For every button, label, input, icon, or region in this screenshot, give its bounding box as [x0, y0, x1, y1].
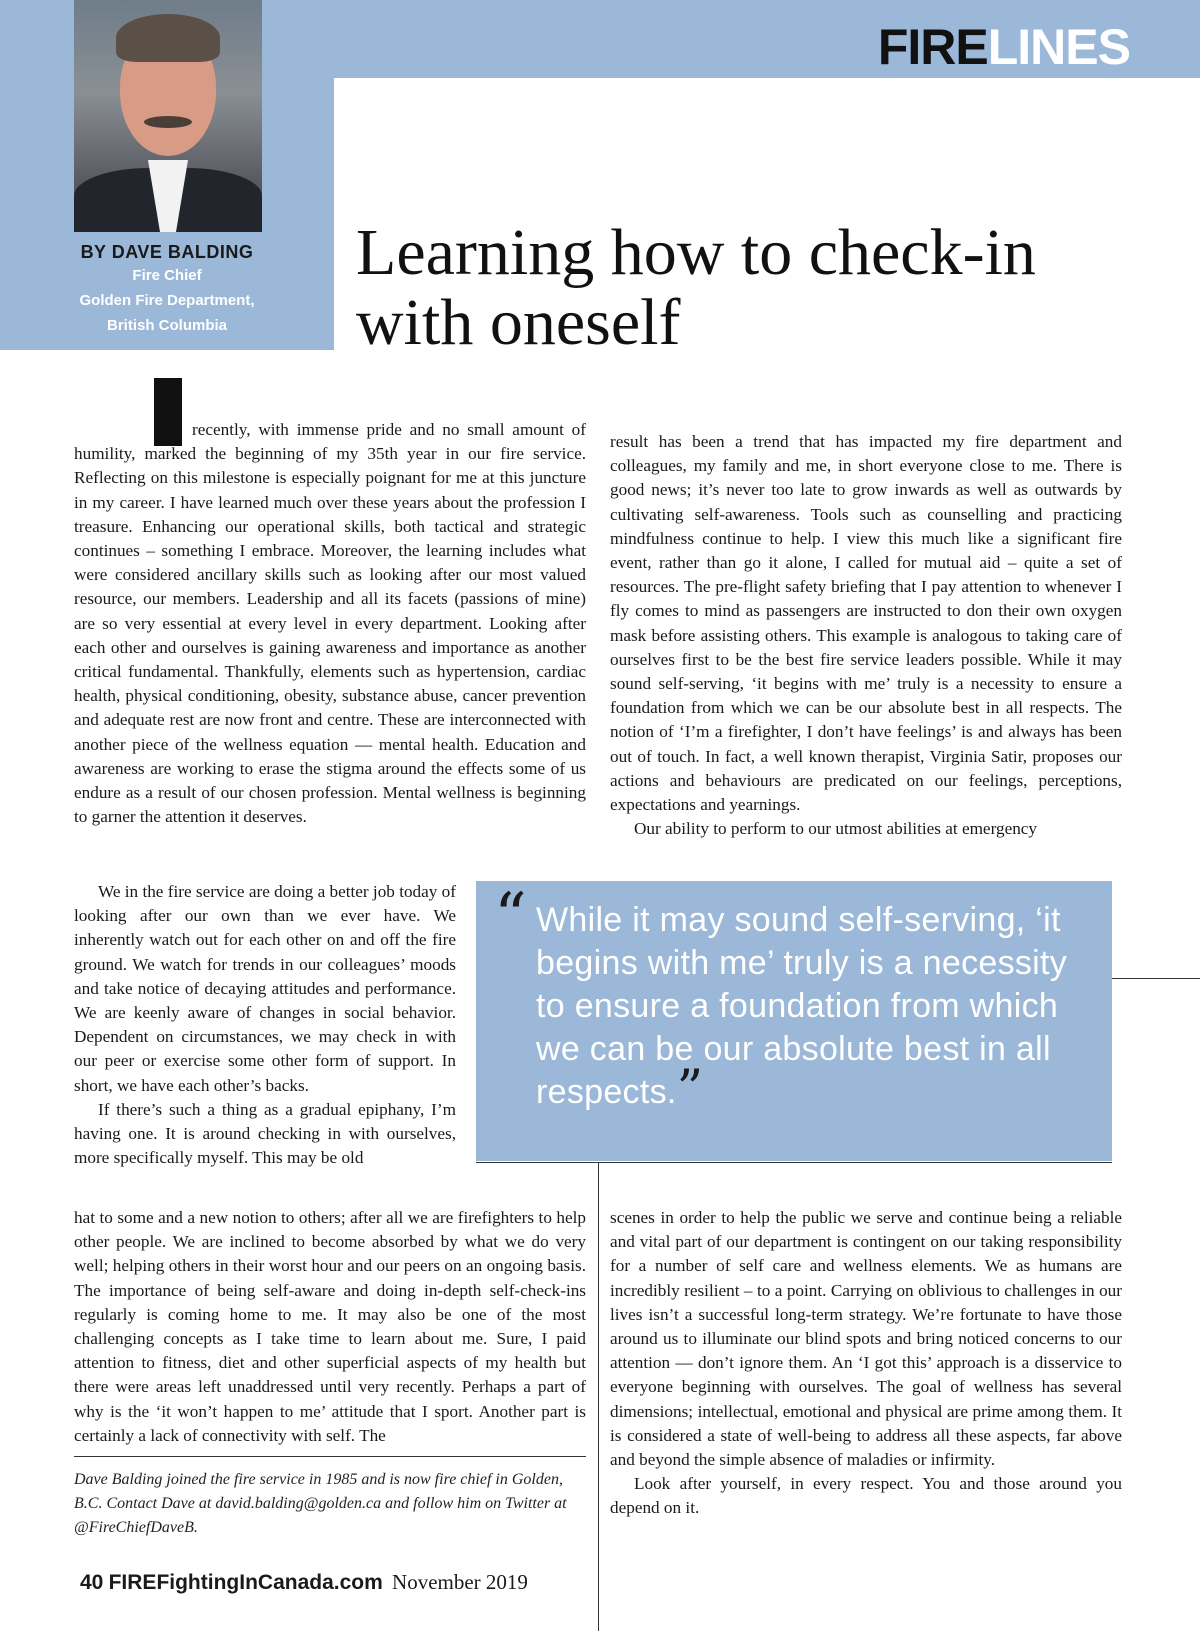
- dropcap: I: [154, 378, 182, 446]
- byline-province: British Columbia: [106, 317, 227, 334]
- close-quote-mark: ”: [676, 1060, 704, 1120]
- photo-moustache: [144, 116, 192, 128]
- column-2-bottom: [610, 1206, 1122, 1521]
- byline-name: BY DAVE BALDING: [80, 242, 254, 262]
- masthead-fire: FIRE: [877, 19, 988, 75]
- body-paragraph: hat to some and a new notion to others; after all we are firefighters to help other people. We are inclined to become absorbed by what we do very well; helping others in their worst hour and our peers on an ongoing basis. The importance of being self-aware and doing in-depth self-check-ins regularly is coming home to me. It may also be one of the most challenging concepts as I take time to learn about me. Sure, I paid attention to fitness, diet and other superficial aspects of my health but there were areas left unaddressed until very recently. Perhaps a part of why is the ‘it won’t happen to me’ attitude that I sport. Another part is certainly a lack of connectivity with self. The: [74, 1208, 586, 1445]
- section-masthead: [877, 19, 1130, 75]
- body-paragraph: If there’s such a thing as a gradual epiphany, I’m having one. It is around checking in with ourselves, more specifically myself. This may be old: [74, 1099, 456, 1168]
- photo-hair: [116, 14, 220, 62]
- pull-quote-rule: [1112, 978, 1200, 979]
- author-byline: [0, 242, 334, 338]
- column-divider: [598, 1162, 599, 1631]
- body-paragraph: recently, with immense pride and no small amount of humility, marked the beginning of my 35th year in our fire service. Reflecting on this milestone is especially poignant for me at this juncture in my career. I have learned much over these years about the profession I treasure. Enhancing our operational skills, both tactical and strategic continues – something I embrace. Moreover, the learning includes what were considered ancillary skills such as looking after our most valued resource, our members. Leadership and all its facets (passions of mine) are so very essential at every level in every department. Looking after each other and ourselves is gaining awareness and importance as another critical fundamental. Thankfully, elements such as hypertension, cardiac health, physical conditioning, obesity, substance abuse, cancer prevention and adequate rest are now front and centre. These are interconnected with another piece of the wellness equation — mental health. Education and awareness are working to erase the stigma around the effects some of us endure as a result of our chosen profession. Mental wellness is beginning to garner the attention it deserves.: [74, 420, 586, 827]
- footer-site: FIREFightingInCanada.com: [108, 1571, 383, 1594]
- column-1-top: [74, 418, 586, 829]
- body-paragraph: result has been a trend that has impacted my fire department and colleagues, my family and me, in short everyone close to me. There is good news; it’s never too late to grow inwards as well as outwards by cultivating self-awareness. Tools such as counselling and practicing mindfulness continue to help. I view this much like a significant fire event, rather than go it alone, I called for mutual aid – quite a set of resources. The pre-flight safety briefing that I pay attention to whenever I fly comes to mind as passengers are instructed to don their own oxygen mask before assisting others. This example is analogous to taking care of ourselves first to be the best fire service leaders possible. While it may sound self-serving, ‘it begins with me’ truly is a necessity to ensure a foundation from which we can be our absolute best in all respects. The notion of ‘I’m a firefighter, I don’t have feelings’ is and always has been out of touch. In fact, a well known therapist, Virginia Satir, proposes our actions and behaviours are predicated on our feelings, perceptions, expectations and yearnings.: [610, 432, 1122, 815]
- pull-quote: [476, 881, 1112, 1161]
- page-number: 40: [80, 1571, 104, 1594]
- body-paragraph: scenes in order to help the public we serve and continue being a reliable and vital part of our department is contingent on our taking responsibility for a number of self care and wellness elements. We as humans are incredibly resilient – to a point. Carrying on oblivious to challenges in our lives isn’t a successful long-term strategy. We’re fortunate to have those around us to illuminate our blind spots and bring noticed concerns to our attention — don’t ignore them. An ‘I got this’ approach is a disservice to everyone beginning with ourselves. The goal of wellness has several dimensions; intellectual, emotional and physical are prime among them. It is considered a state of well-being to address all these aspects, far above and beyond the simple absence of maladies or infirmity.: [610, 1208, 1122, 1470]
- pull-quote-body: While it may sound self-serving, ‘it begins with me’ truly is a necessity to ensure a foundation from which we can be our absolute best in all respects.: [536, 901, 1068, 1111]
- byline-title: Fire Chief: [132, 267, 202, 284]
- pull-quote-bottom-rule: [476, 1162, 1112, 1163]
- pull-quote-text: [536, 899, 1096, 1120]
- page-footer: [80, 1570, 528, 1595]
- bio-rule: [74, 1456, 586, 1457]
- author-bio: Dave Balding joined the fire service in 1985 and is now fire chief in Golden, B.C. Contact Dave at david.balding@golden.ca and follow him on Twitter at @FireChiefDaveB.: [74, 1471, 567, 1536]
- column-2-top: [610, 430, 1122, 841]
- byline-department: Golden Fire Department,: [79, 292, 255, 309]
- column-1-bottom: [74, 1206, 586, 1448]
- masthead-lines: LINES: [987, 19, 1130, 75]
- article-headline: Learning how to check-in with oneself: [356, 216, 1036, 359]
- body-paragraph: Look after yourself, in every respect. You and those around you depend on it.: [610, 1474, 1122, 1518]
- body-paragraph: We in the fire service are doing a better job today of looking after our own than we ever have. We inherently watch out for each other on and off the fire ground. We watch for trends in our colleagues’ moods and take notice of decaying attitudes and performance. We are keenly aware of changes in social behavior. Dependent on circumstances, we may check in with our peer or exercise some other form of support. In short, we have each other’s backs.: [74, 882, 456, 1095]
- body-paragraph: Our ability to perform to our utmost abilities at emergency: [634, 819, 1038, 839]
- footer-date: November 2019: [392, 1570, 528, 1594]
- author-photo: [74, 0, 262, 232]
- open-quote-mark: “: [494, 880, 527, 954]
- column-1-mid: [74, 880, 456, 1170]
